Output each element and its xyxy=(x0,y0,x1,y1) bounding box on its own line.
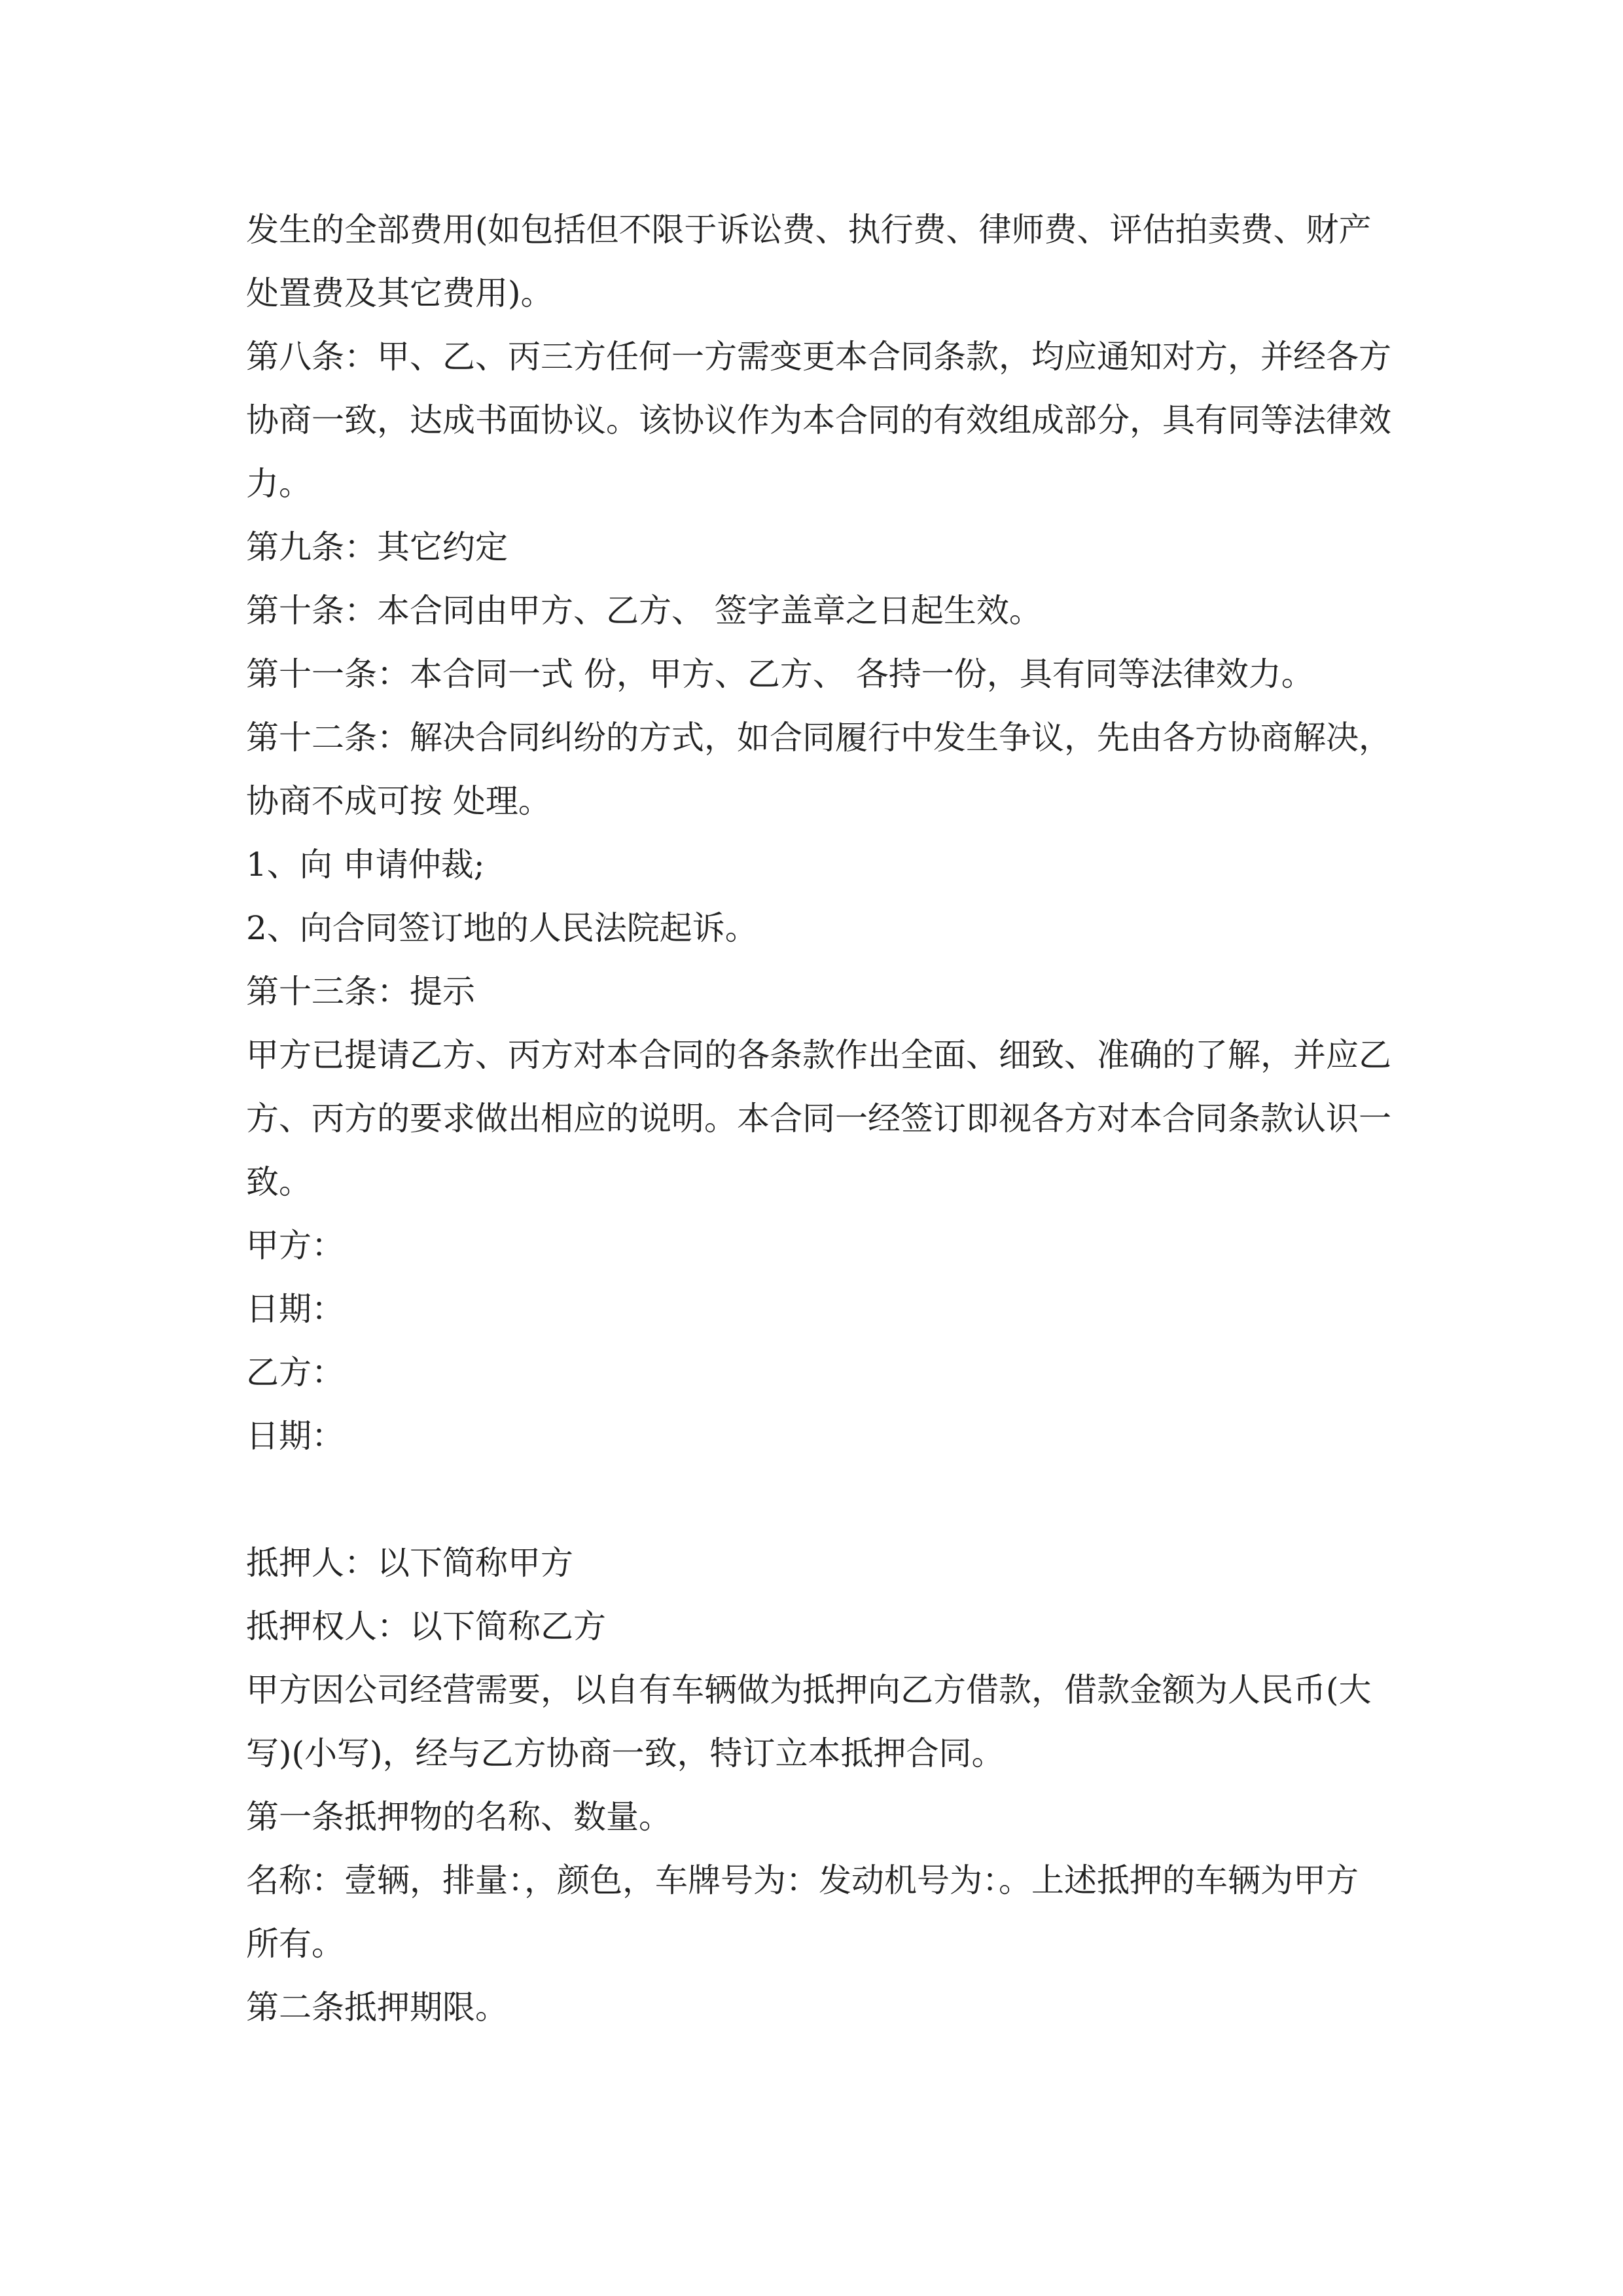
section-spacer xyxy=(246,1468,1398,1532)
text-line: 处置费及其它费用)。 xyxy=(246,274,554,312)
clause-13: 第十三条：提示 xyxy=(246,973,475,1011)
text-line: 甲方因公司经营需要，以自有车辆做为抵押向乙方借款，借款金额为人民币(大 xyxy=(246,1671,1372,1709)
clause-10: 第十条：本合同由甲方、乙方、 签字盖章之日起生效。 xyxy=(246,592,1042,630)
mortgagor-line: 抵押人：以下简称甲方 xyxy=(246,1544,573,1582)
clause-12: 第十二条：解决合同纠纷的方式，如合同履行中发生争议，先由各方协商解决， xyxy=(246,719,1391,757)
party-b-signature-label: 乙方： xyxy=(246,1354,344,1391)
date-label: 日期： xyxy=(246,1290,344,1328)
list-item: 2、向合同签订地的人民法院起诉。 xyxy=(246,909,758,947)
article-2: 第二条抵押期限。 xyxy=(246,1988,508,2026)
text-line: 写)(小写)，经与乙方协商一致，特订立本抵押合同。 xyxy=(246,1734,1005,1772)
text-line: 协商不成可按 处理。 xyxy=(246,782,551,820)
party-a-signature-label: 甲方： xyxy=(246,1227,344,1265)
text-line: 名称：壹辆，排量：，颜色，车牌号为：发动机号为：。上述抵押的车辆为甲方 xyxy=(246,1861,1359,1899)
text-line: 致。 xyxy=(246,1163,312,1201)
text-line: 甲方已提请乙方、丙方对本合同的各条款作出全面、细致、准确的了解，并应乙 xyxy=(246,1036,1391,1074)
date-label: 日期： xyxy=(246,1417,344,1455)
text-line: 方、丙方的要求做出相应的说明。本合同一经签订即视各方对本合同条款认识一 xyxy=(246,1100,1391,1138)
text-line: 发生的全部费用(如包括但不限于诉讼费、执行费、律师费、评估拍卖费、财产 xyxy=(246,211,1372,249)
clause-9: 第九条：其它约定 xyxy=(246,528,508,566)
article-1: 第一条抵押物的名称、数量。 xyxy=(246,1798,671,1836)
text-line: 协商一致，达成书面协议。该协议作为本合同的有效组成部分，具有同等法律效 xyxy=(246,401,1391,439)
text-line: 力。 xyxy=(246,465,312,503)
text-line: 所有。 xyxy=(246,1925,344,1963)
clause-11: 第十一条：本合同一式 份，甲方、乙方、 各持一份，具有同等法律效力。 xyxy=(246,655,1314,693)
clause-8: 第八条：甲、乙、丙三方任何一方需变更本合同条款，均应通知对方，并经各方 xyxy=(246,338,1391,376)
list-item: 1、向 申请仲裁; xyxy=(246,846,485,884)
mortgagee-line: 抵押权人：以下简称乙方 xyxy=(246,1607,606,1645)
document-body xyxy=(246,198,1398,2039)
